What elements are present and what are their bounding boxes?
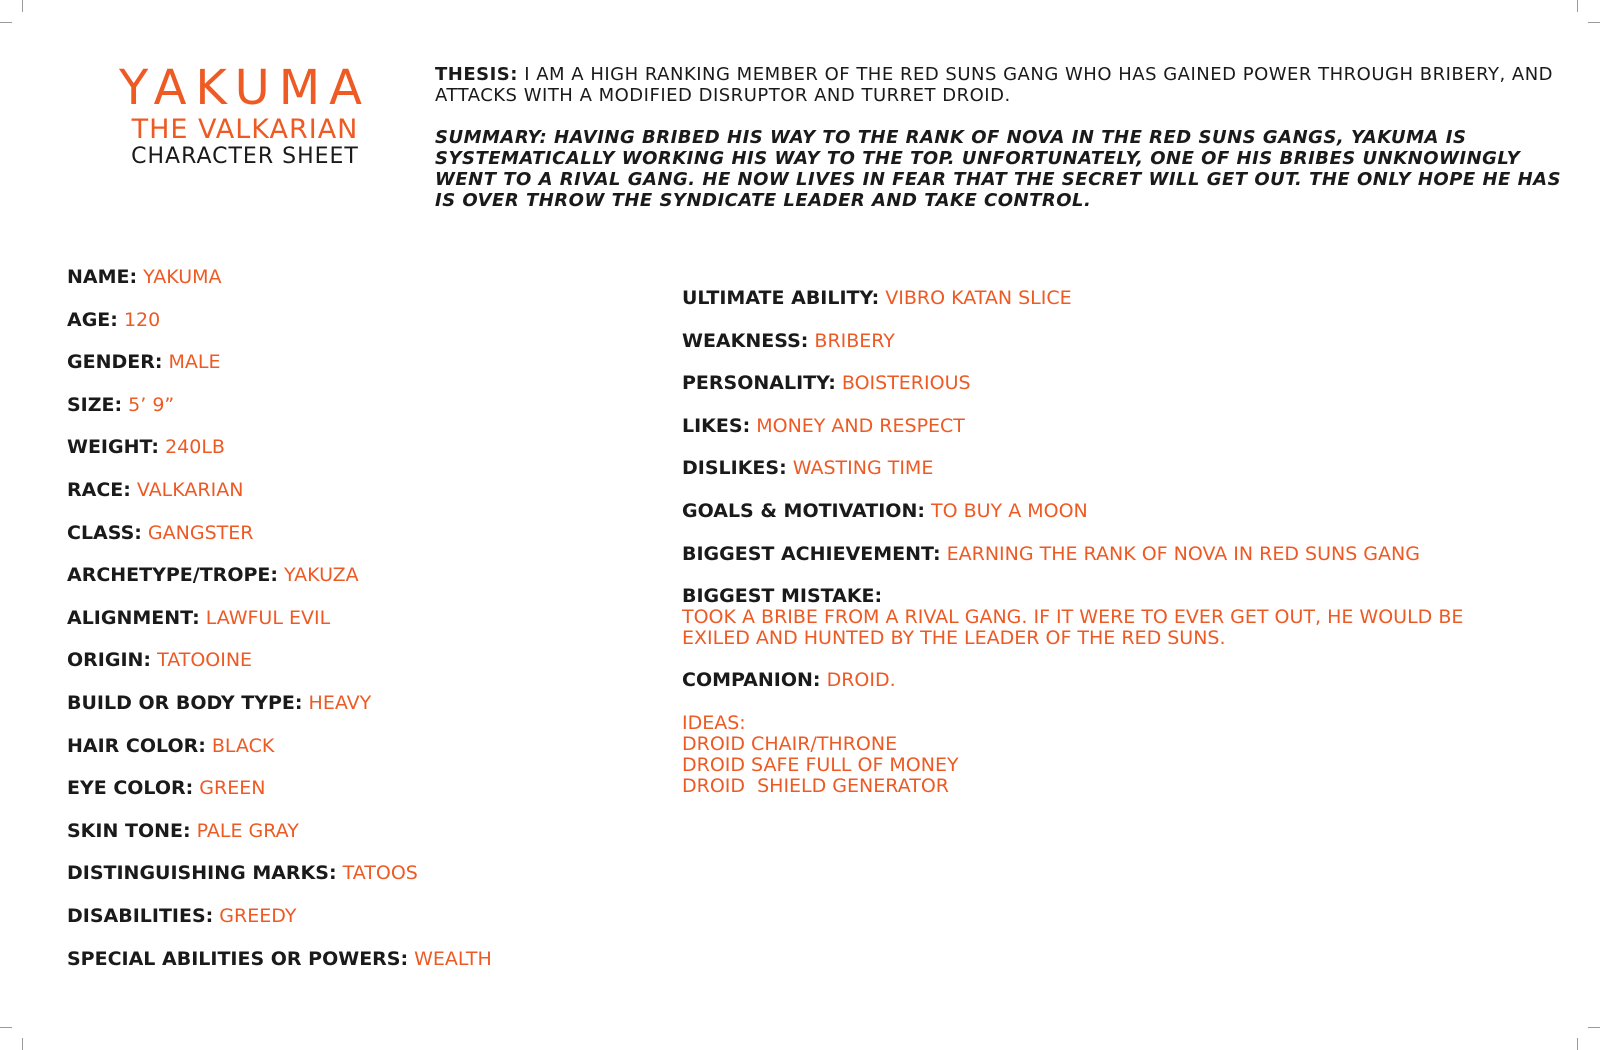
- field-archetype: [67, 565, 492, 586]
- field-label: CLASS:: [67, 521, 142, 544]
- field-value: DROID.: [826, 669, 896, 692]
- field-disabilities: [67, 906, 492, 927]
- field-value: BLACK: [211, 734, 275, 757]
- field-label: ORIGIN:: [67, 649, 152, 672]
- field-label: HAIR COLOR:: [67, 734, 206, 757]
- field-special-abilities: [67, 949, 492, 970]
- field-value: GREEDY: [219, 904, 297, 927]
- field-label: WEAKNESS:: [682, 329, 809, 352]
- character-subtitle: THE VALKARIAN: [131, 114, 359, 145]
- field-value: VALKARIAN: [136, 478, 244, 501]
- crop-mark: [1588, 1027, 1600, 1028]
- field-label: GOALS & MOTIVATION:: [682, 499, 925, 522]
- intro-block: [435, 64, 1565, 211]
- field-value: EARNING THE RANK OF NOVA IN RED SUNS GANG: [946, 542, 1420, 565]
- idea-item: DROID SAFE FULL OF MONEY: [682, 753, 959, 776]
- field-goals: [682, 501, 1542, 522]
- field-value: PALE GRAY: [196, 819, 299, 842]
- crop-mark: [1577, 0, 1578, 12]
- sheet-label: CHARACTER SHEET: [131, 144, 359, 169]
- field-label: SKIN TONE:: [67, 819, 191, 842]
- crop-mark: [1588, 22, 1600, 23]
- field-age: [67, 310, 492, 331]
- field-label: WEIGHT:: [67, 436, 160, 459]
- thesis-text: I AM A HIGH RANKING MEMBER OF THE RED SUNS GANG WHO HAS GAINED POWER THROUGH BRIBERY, AND ATTACKS WITH A MODIFIED DISRUPTOR AND TURRET DROID.: [435, 64, 1554, 106]
- field-value: MONEY AND RESPECT: [756, 414, 965, 437]
- field-value: HEAVY: [308, 691, 372, 714]
- field-label: AGE:: [67, 308, 118, 331]
- field-value: TO BUY A MOON: [931, 499, 1088, 522]
- field-name: [67, 267, 492, 288]
- field-value: BRIBERY: [814, 329, 895, 352]
- ideas-heading: IDEAS:: [682, 711, 746, 734]
- field-personality: [682, 373, 1542, 394]
- field-value: LAWFUL EVIL: [205, 606, 331, 629]
- field-alignment: [67, 608, 492, 629]
- field-biggest-achievement: [682, 544, 1542, 565]
- field-value: VIBRO KATAN SLICE: [885, 287, 1072, 309]
- field-likes: [682, 416, 1542, 437]
- field-size: [67, 395, 492, 416]
- field-value: WEALTH: [414, 947, 492, 970]
- field-class: [67, 523, 492, 544]
- field-value: YAKUZA: [284, 564, 359, 587]
- thesis-paragraph: [435, 64, 1565, 106]
- field-label: PERSONALITY:: [682, 372, 836, 395]
- field-biggest-mistake: [682, 586, 1542, 649]
- right-field-column: [682, 288, 1542, 797]
- field-label: LIKES:: [682, 414, 751, 437]
- crop-mark: [0, 1027, 12, 1028]
- field-label: COMPANION:: [682, 669, 821, 692]
- field-label: RACE:: [67, 478, 131, 501]
- field-label: DISTINGUISHING MARKS:: [67, 862, 337, 885]
- crop-mark: [22, 0, 23, 12]
- crop-mark: [22, 1038, 23, 1050]
- field-value: 5’ 9”: [128, 393, 175, 416]
- field-value: 240LB: [165, 436, 225, 459]
- field-origin: [67, 650, 492, 671]
- field-ultimate-ability: [682, 288, 1542, 309]
- character-name-title: YAKUMA: [119, 60, 371, 116]
- field-label: BUILD OR BODY TYPE:: [67, 691, 303, 714]
- field-hair-color: [67, 736, 492, 757]
- field-label: BIGGEST ACHIEVEMENT:: [682, 542, 941, 565]
- summary-text: HAVING BRIBED HIS WAY TO THE RANK OF NOVA IN THE RED SUNS GANGS, YAKUMA IS SYSTEMATICALLY WORKING HIS WAY TO THE TOP. UNFORTUNATELY, ONE OF HIS BRIBES UNKNOWINGLY WENT TO A RIVAL GANG. HE NOW LIVES IN FEAR THAT THE SECRET WILL GET OUT. THE ONLY HOPE HE HAS IS OVER THROW THE SYNDICATE LEADER AND TAKE CONTROL.: [435, 127, 1562, 211]
- field-label: ARCHETYPE/TROPE:: [67, 564, 278, 587]
- field-distinguishing-marks: [67, 863, 492, 884]
- field-label: SIZE:: [67, 393, 123, 416]
- idea-item: DROID SHIELD GENERATOR: [682, 774, 949, 797]
- field-weakness: [682, 331, 1542, 352]
- field-value: GREEN: [199, 777, 266, 800]
- field-skin-tone: [67, 821, 492, 842]
- field-value: YAKUMA: [143, 266, 222, 288]
- field-companion: [682, 670, 1542, 691]
- field-value: 120: [123, 308, 161, 331]
- field-value: MALE: [168, 351, 221, 374]
- thesis-label: THESIS:: [435, 64, 518, 85]
- field-value: WASTING TIME: [792, 457, 934, 480]
- field-value: GANGSTER: [147, 521, 254, 544]
- field-value: EXILED AND HUNTED BY THE LEADER OF THE RED SUNS.: [682, 627, 1226, 650]
- field-race: [67, 480, 492, 501]
- summary-paragraph: [435, 127, 1565, 211]
- field-eye-color: [67, 778, 492, 799]
- field-gender: [67, 352, 492, 373]
- field-label: BIGGEST MISTAKE:: [682, 585, 883, 608]
- field-label: DISLIKES:: [682, 457, 787, 480]
- crop-mark: [0, 22, 12, 23]
- field-value: TATOOINE: [157, 649, 253, 672]
- field-value: BOISTERIOUS: [841, 372, 971, 395]
- field-dislikes: [682, 458, 1542, 479]
- field-label: SPECIAL ABILITIES OR POWERS:: [67, 947, 409, 970]
- field-weight: [67, 437, 492, 458]
- left-field-column: [67, 267, 492, 991]
- summary-label: SUMMARY:: [435, 127, 548, 148]
- field-value: TOOK A BRIBE FROM A RIVAL GANG. IF IT WERE TO EVER GET OUT, HE WOULD BE: [682, 606, 1464, 629]
- field-label: GENDER:: [67, 351, 163, 374]
- field-label: EYE COLOR:: [67, 777, 194, 800]
- field-label: ULTIMATE ABILITY:: [682, 287, 880, 309]
- field-label: DISABILITIES:: [67, 904, 214, 927]
- field-label: NAME:: [67, 266, 138, 288]
- field-build: [67, 693, 492, 714]
- field-label: ALIGNMENT:: [67, 606, 200, 629]
- ideas-list: [682, 713, 1542, 797]
- crop-mark: [1577, 1038, 1578, 1050]
- field-value: TATOOS: [342, 862, 418, 885]
- title-block: [70, 62, 420, 170]
- idea-item: DROID CHAIR/THRONE: [682, 732, 898, 755]
